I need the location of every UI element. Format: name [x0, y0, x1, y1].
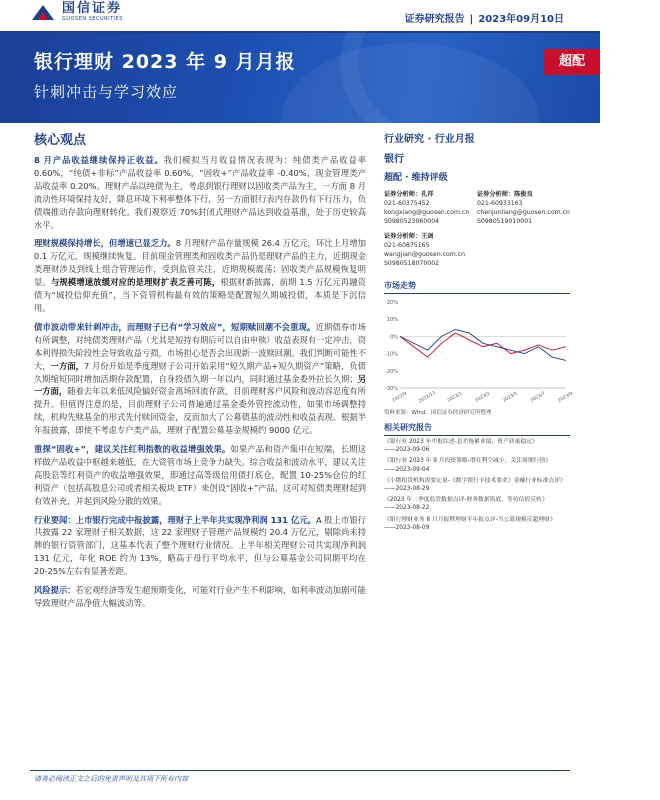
- guosen-logo: [30, 2, 123, 22]
- y-tick-label: 10%: [386, 317, 398, 324]
- core-views-heading: 核心观点: [34, 133, 87, 148]
- x-tick-label: 2022/11: [418, 390, 437, 405]
- related-report-item[interactable]: 《银行理财业务 8 月月报暨理财半年报点评-当公募规模反超理财》 ——2023-08-09: [384, 516, 556, 531]
- y-tick-label: -30%: [385, 386, 398, 392]
- x-tick-label: 2023/9: [557, 391, 574, 404]
- analyst-card: 证券分析师：孔祥 021-60375452 kongxiang@guosen.com.cn S0980523060004: [384, 191, 470, 225]
- logo-chinese: 国信证券: [62, 1, 123, 16]
- market-trend-chart: [384, 296, 574, 406]
- x-tick-label: 2023/7: [529, 391, 547, 404]
- analyst-card: 证券分析师：王剑 021-60875165 wangjian@guosen.com.cn S0980518070002: [384, 233, 466, 267]
- footer-disclaimer: 请务必阅读正文之后的免责声明及其项下所有内容: [34, 775, 188, 783]
- related-report-item[interactable]: 《小微租赁机构需要定量-《数字银行卡技术要求》金融行业标准点评》 ——2023-08-29: [384, 477, 566, 493]
- trend-chart-svg: [384, 296, 574, 406]
- title-banner: [0, 33, 600, 123]
- related-reports-list: [384, 438, 570, 532]
- report-title: 银行理财 2023 年 9 月月报: [34, 51, 296, 73]
- y-tick-label: -10%: [385, 351, 398, 358]
- rating-badge: 超配: [544, 49, 600, 75]
- rating-label: 超配 · 维持评级: [384, 173, 448, 183]
- x-tick-label: 2023/1: [446, 391, 464, 404]
- guosen-logo-icon: [30, 3, 56, 21]
- related-report-item[interactable]: 《2023 年二季度监管数据点评-财务数据筑底，等待估值反转》 ——2023-08-22: [384, 497, 548, 512]
- related-report-item[interactable]: 《银行业 2023 年 9 月投资策略-潜在利空减少，关注周期行情》 ——2023-09-04: [384, 458, 552, 473]
- logo-english: GUOSEN SECURITIES: [62, 16, 123, 22]
- paragraph-1: 8 月产品收益继续保持正收益。我们模拟当月收益情况表现为：纯债类产品收益率 0.60%，“纯债+非标”产品收益率 0.60%，“固收+”产品收益率 -0.40%，现金管理类产品收益率 0.20%。理财产品以纯债为主，考虑到银行理财以固收类产品为主，一方面 8 月流动性环境保持友好，降息环境下利率整体下行，另一方面银行表内存款仍有下行压力，负债端推动存款向理财转化。我们观察近 70%封闭式理财产品达到收益基准，处于历史较高水平。: [34, 155, 366, 230]
- report-date: 2023年09月10日: [478, 14, 564, 25]
- x-tick-label: 2022/9: [391, 391, 408, 404]
- market-trend-heading: 市场走势: [384, 280, 570, 294]
- x-tick-label: 2023/5: [502, 391, 519, 404]
- core-views-section: [34, 130, 366, 616]
- report-subtitle: 针刺冲击与学习效应: [34, 83, 179, 101]
- analyst-card: 证券分析师：陈俊良 021-60933163 chenjunliang@guosen.com.cn S0980519010001: [477, 191, 570, 225]
- series-line-1: [400, 330, 566, 361]
- paragraph-2: 理财规模保持增长，但增速已显乏力。8 月理财产品存量规模 26.4 万亿元，环比上月增加 0.1 万亿元，规模继续恢复。目前现金管理类和固收类产品仍是理财产品的主力，近期现金类理财涉及到线上组合管理运作，受到监管关注，近期规模震荡；固收类产品规模恢复明显。与规模增速放缓对应的是理财扩表乏善可陈，根据财新披露，前期 1.5 万亿元再融资债为“城投信仰充值”，当下资管机构最有效的策略是配置短久期城投债，本质是下沉信用。: [34, 238, 366, 313]
- footer-divider: [30, 770, 570, 771]
- y-tick-label: -20%: [385, 368, 398, 375]
- paragraph-4: 重探“固收+”，建议关注红利指数的收益增强效果。如果产品和资产集中在短端，长期这样做产品收益中枢越来越低，在大资管市场上竞争力缺失。综合收益和波动水平，建议关注高股息等红利资产的收益增强效果，即通过高等级信用债打底仓，配置 10-25%仓位的红利资产（包括高股息公司或者相关板块 ETF）来创设“固收+”产品，这可对短债类理财起到有效补充，并起到风险分散的效果。: [34, 444, 366, 506]
- related-report-item[interactable]: 《银行业 2023 年中报综述-息差拖累业绩，资产质量稳定》 ——2023-09-06: [384, 439, 538, 454]
- industry-label: 行业研究 · 行业月报: [384, 134, 475, 145]
- y-tick-label: 0%: [390, 334, 398, 341]
- side-panel: [384, 130, 574, 535]
- x-tick-label: 2023/3: [474, 391, 491, 404]
- analyst-list: [384, 190, 570, 274]
- header-info: 证券研究报告 | 2023年09月10日: [404, 14, 564, 25]
- paragraph-6: 风险提示：若宏观经济等发生超预期变化，可能对行业产生不利影响，如利率波动加剧可能导致理财产品净值大幅波动等。: [34, 585, 366, 608]
- sector-label: 银行: [384, 154, 404, 165]
- chart-source: 资料来源：Wind、国信证券经济研究所整理: [384, 410, 492, 416]
- related-reports-heading: 相关研究报告: [384, 422, 570, 436]
- report-type: 证券研究报告: [404, 14, 465, 25]
- paragraph-3: 债市波动带来针刺冲击，而理财子已有“学习效应”，短期赎回潮不会重现。近期债券市场有所调整，对纯债类理财产品（尤其是短持有期后可以自由申赎）收益表现有一定冲击，资本利得损失阶段性会导致收益亏损，市场担心是否会出现新一波赎回潮。我们判断可能性不大，一方面，7 月份开始是季度理财子公司开始采用“短久期产品+短久期资产”策略，负债久期缩短同时增加活期存款配置，自身投债久期一年以内，同时通过基金委外拉长久期；另一方面，随着去年以来低风险偏好资金离场回流存款，目前理财客户风险和波动容忍度有所提升。但值得注意的是，目前理财子公司普遍通过基金委外管控流动性，如果市场调整持续，机构先赎基金的形式先付赎回资金，反而加大了公募债基的波动性和收益表现。根据半年报披露，即使不考虑专户类产品，理财子配置公募基金规模约 9000 亿元。: [34, 321, 366, 436]
- y-tick-label: 20%: [386, 300, 398, 306]
- paragraph-5: 行业要闻：上市银行完成中报披露，理财子上半年共实现净利润 131 亿元。A 股上市银行共披露 22 家理财子相关数据，这 22 家理财子管理产品规模约 20.4 万亿元，剔除尚未持牌的银行资管部门，这基本代表了整个理财行业情况。上半年相关理财公司共实现净利润 131 亿元，年化 ROE 约为 13%，略高于母行平均水平，但与公募基金公司同期平均在 20-25%左右有显著差距。: [34, 514, 366, 577]
